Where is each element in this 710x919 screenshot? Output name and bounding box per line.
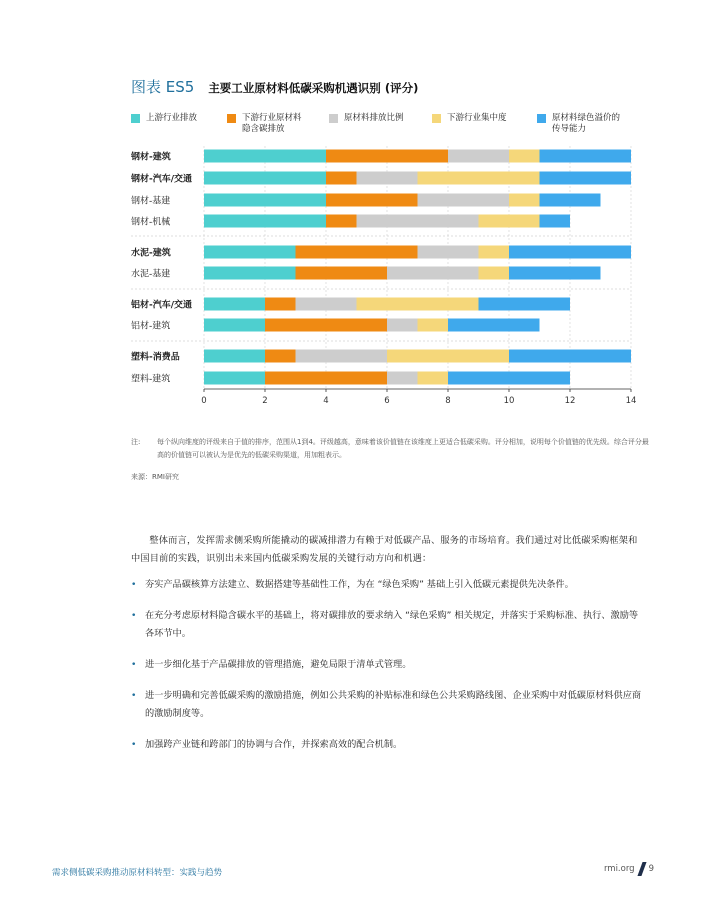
bar-segment	[540, 172, 632, 185]
footer-site[interactable]: rmi.org	[603, 864, 635, 874]
bar-segment	[265, 372, 387, 385]
bar-segment	[479, 298, 571, 311]
bar-segment	[296, 350, 388, 363]
bar-segment	[509, 150, 540, 163]
bar-segment	[204, 372, 265, 385]
bar-segment	[265, 319, 387, 332]
bar-segment	[265, 350, 296, 363]
x-tick-label: 14	[625, 396, 637, 406]
bullet-item: • 夯实产品碳核算方法建立、数据搭建等基础性工作，为在 “绿色采购” 基础上引入低碳元素提供先决条件。	[131, 576, 643, 594]
x-tick-label: 2	[262, 396, 268, 406]
category-label: 钢材-基建	[131, 196, 171, 207]
legend-label: 下游行业集中度	[447, 113, 507, 123]
bar-segment	[387, 350, 509, 363]
footer-page-info	[604, 862, 654, 876]
category-label: 钢材-汽车/交通	[131, 174, 193, 185]
bullet-item: • 加强跨产业链和跨部门的协调与合作，并探索高效的配合机制。	[131, 736, 643, 754]
bar-segment	[448, 372, 570, 385]
note-text: 每个纵向维度的评级来自于值的排序，范围从1到4。评级越高，意味着该价值链在该维度上更适合低碳采购。评分相加，说明每个价值链的优先级。综合评分最高的价值链可以被认为是优先的低碳采购渠道，用加粗表示。	[157, 438, 649, 459]
bar-segment	[418, 194, 510, 207]
bar-segment	[479, 215, 540, 228]
bar-segment	[387, 319, 418, 332]
bar-segment	[418, 172, 540, 185]
category-label: 塑料-消费品	[131, 352, 180, 363]
bar-segment	[204, 319, 265, 332]
bar-segment	[509, 246, 631, 259]
bar-segment	[418, 319, 449, 332]
figure-source: 来源：RMI研究	[131, 473, 179, 481]
bar-segment	[540, 215, 571, 228]
bar-segment	[265, 298, 296, 311]
bar-segment	[326, 150, 448, 163]
bar-segment	[204, 298, 265, 311]
category-label: 铝材-建筑	[131, 321, 171, 332]
bar-segment	[418, 372, 449, 385]
category-label: 钢材-建筑	[131, 152, 171, 163]
bar-segment	[479, 246, 510, 259]
x-tick-label: 4	[323, 396, 329, 406]
category-label: 钢材-机械	[131, 217, 171, 228]
category-label: 铝材-汽车/交通	[131, 300, 193, 311]
category-label: 水泥-建筑	[131, 248, 171, 259]
bar-segment	[296, 298, 357, 311]
bar-segment	[509, 194, 540, 207]
bar-segment	[387, 267, 479, 280]
intro-paragraph: 整体而言，发挥需求侧采购所能撬动的碳减排潜力有赖于对低碳产品、服务的市场培育。我们通过对比低碳采购框架和中国目前的实践，识别出未来国内低碳采购发展的关键行动方向和机遇：	[131, 535, 638, 564]
category-label: 水泥-基建	[131, 269, 171, 280]
x-tick-label: 12	[564, 396, 576, 406]
bar-segment	[357, 172, 418, 185]
legend-label: 上游行业排放	[146, 113, 198, 123]
figure-label: 图表 ES5	[131, 78, 195, 96]
figure-notes	[131, 436, 651, 462]
bar-segment	[326, 194, 418, 207]
bar-segment	[296, 267, 388, 280]
body-text	[131, 532, 643, 767]
bar-segment	[204, 150, 326, 163]
x-tick-label: 8	[445, 396, 451, 406]
bar-segment	[326, 215, 357, 228]
bar-segment	[479, 267, 510, 280]
x-tick-label: 10	[503, 396, 515, 406]
category-label: 塑料-建筑	[131, 374, 171, 385]
bar-segment	[509, 267, 601, 280]
bar-segment	[418, 246, 479, 259]
slash-divider	[637, 862, 646, 876]
bar-segment	[357, 298, 479, 311]
legend-label: 原材料绿色溢价的 传导能力	[552, 113, 621, 134]
footer-title: 需求侧低碳采购推动原材料转型：实践与趋势	[52, 868, 223, 878]
bar-segment	[204, 172, 326, 185]
bar-segment	[204, 194, 326, 207]
bullet-item: • 在充分考虑原材料隐含碳水平的基础上，将对碳排放的要求纳入 “绿色采购” 相关规定，并落实于采购标准、执行、激励等各环节中。	[131, 607, 643, 643]
bar-segment	[509, 350, 631, 363]
bullet-item: • 进一步明确和完善低碳采购的激励措施，例如公共采购的补贴标准和绿色公共采购路线图、企业采购中对低碳原材料供应商的激励制度等。	[131, 687, 643, 723]
stacked-bar-chart	[0, 0, 710, 430]
bar-segment	[387, 372, 418, 385]
bar-segment	[296, 246, 418, 259]
bar-segment	[448, 319, 540, 332]
bar-segment	[204, 215, 326, 228]
bar-segment	[540, 150, 632, 163]
bar-segment	[326, 172, 357, 185]
bullet-list	[131, 576, 643, 754]
legend-label: 下游行业原材料 隐含碳排放	[242, 113, 302, 134]
bar-segment	[448, 150, 509, 163]
bullet-item: • 进一步细化基于产品碳排放的管理措施，避免局限于清单式管理。	[131, 656, 643, 674]
x-tick-label: 0	[201, 396, 207, 406]
bar-segment	[540, 194, 601, 207]
bar-segment	[204, 246, 296, 259]
page-number: 9	[648, 864, 654, 874]
figure-title: 主要工业原材料低碳采购机遇识别 (评分)	[208, 81, 419, 95]
bar-segment	[204, 350, 265, 363]
bar-segment	[204, 267, 296, 280]
note-key: 注:	[131, 438, 141, 446]
x-tick-label: 6	[384, 396, 390, 406]
bar-segment	[357, 215, 479, 228]
legend-label: 原材料排放比例	[344, 113, 404, 123]
